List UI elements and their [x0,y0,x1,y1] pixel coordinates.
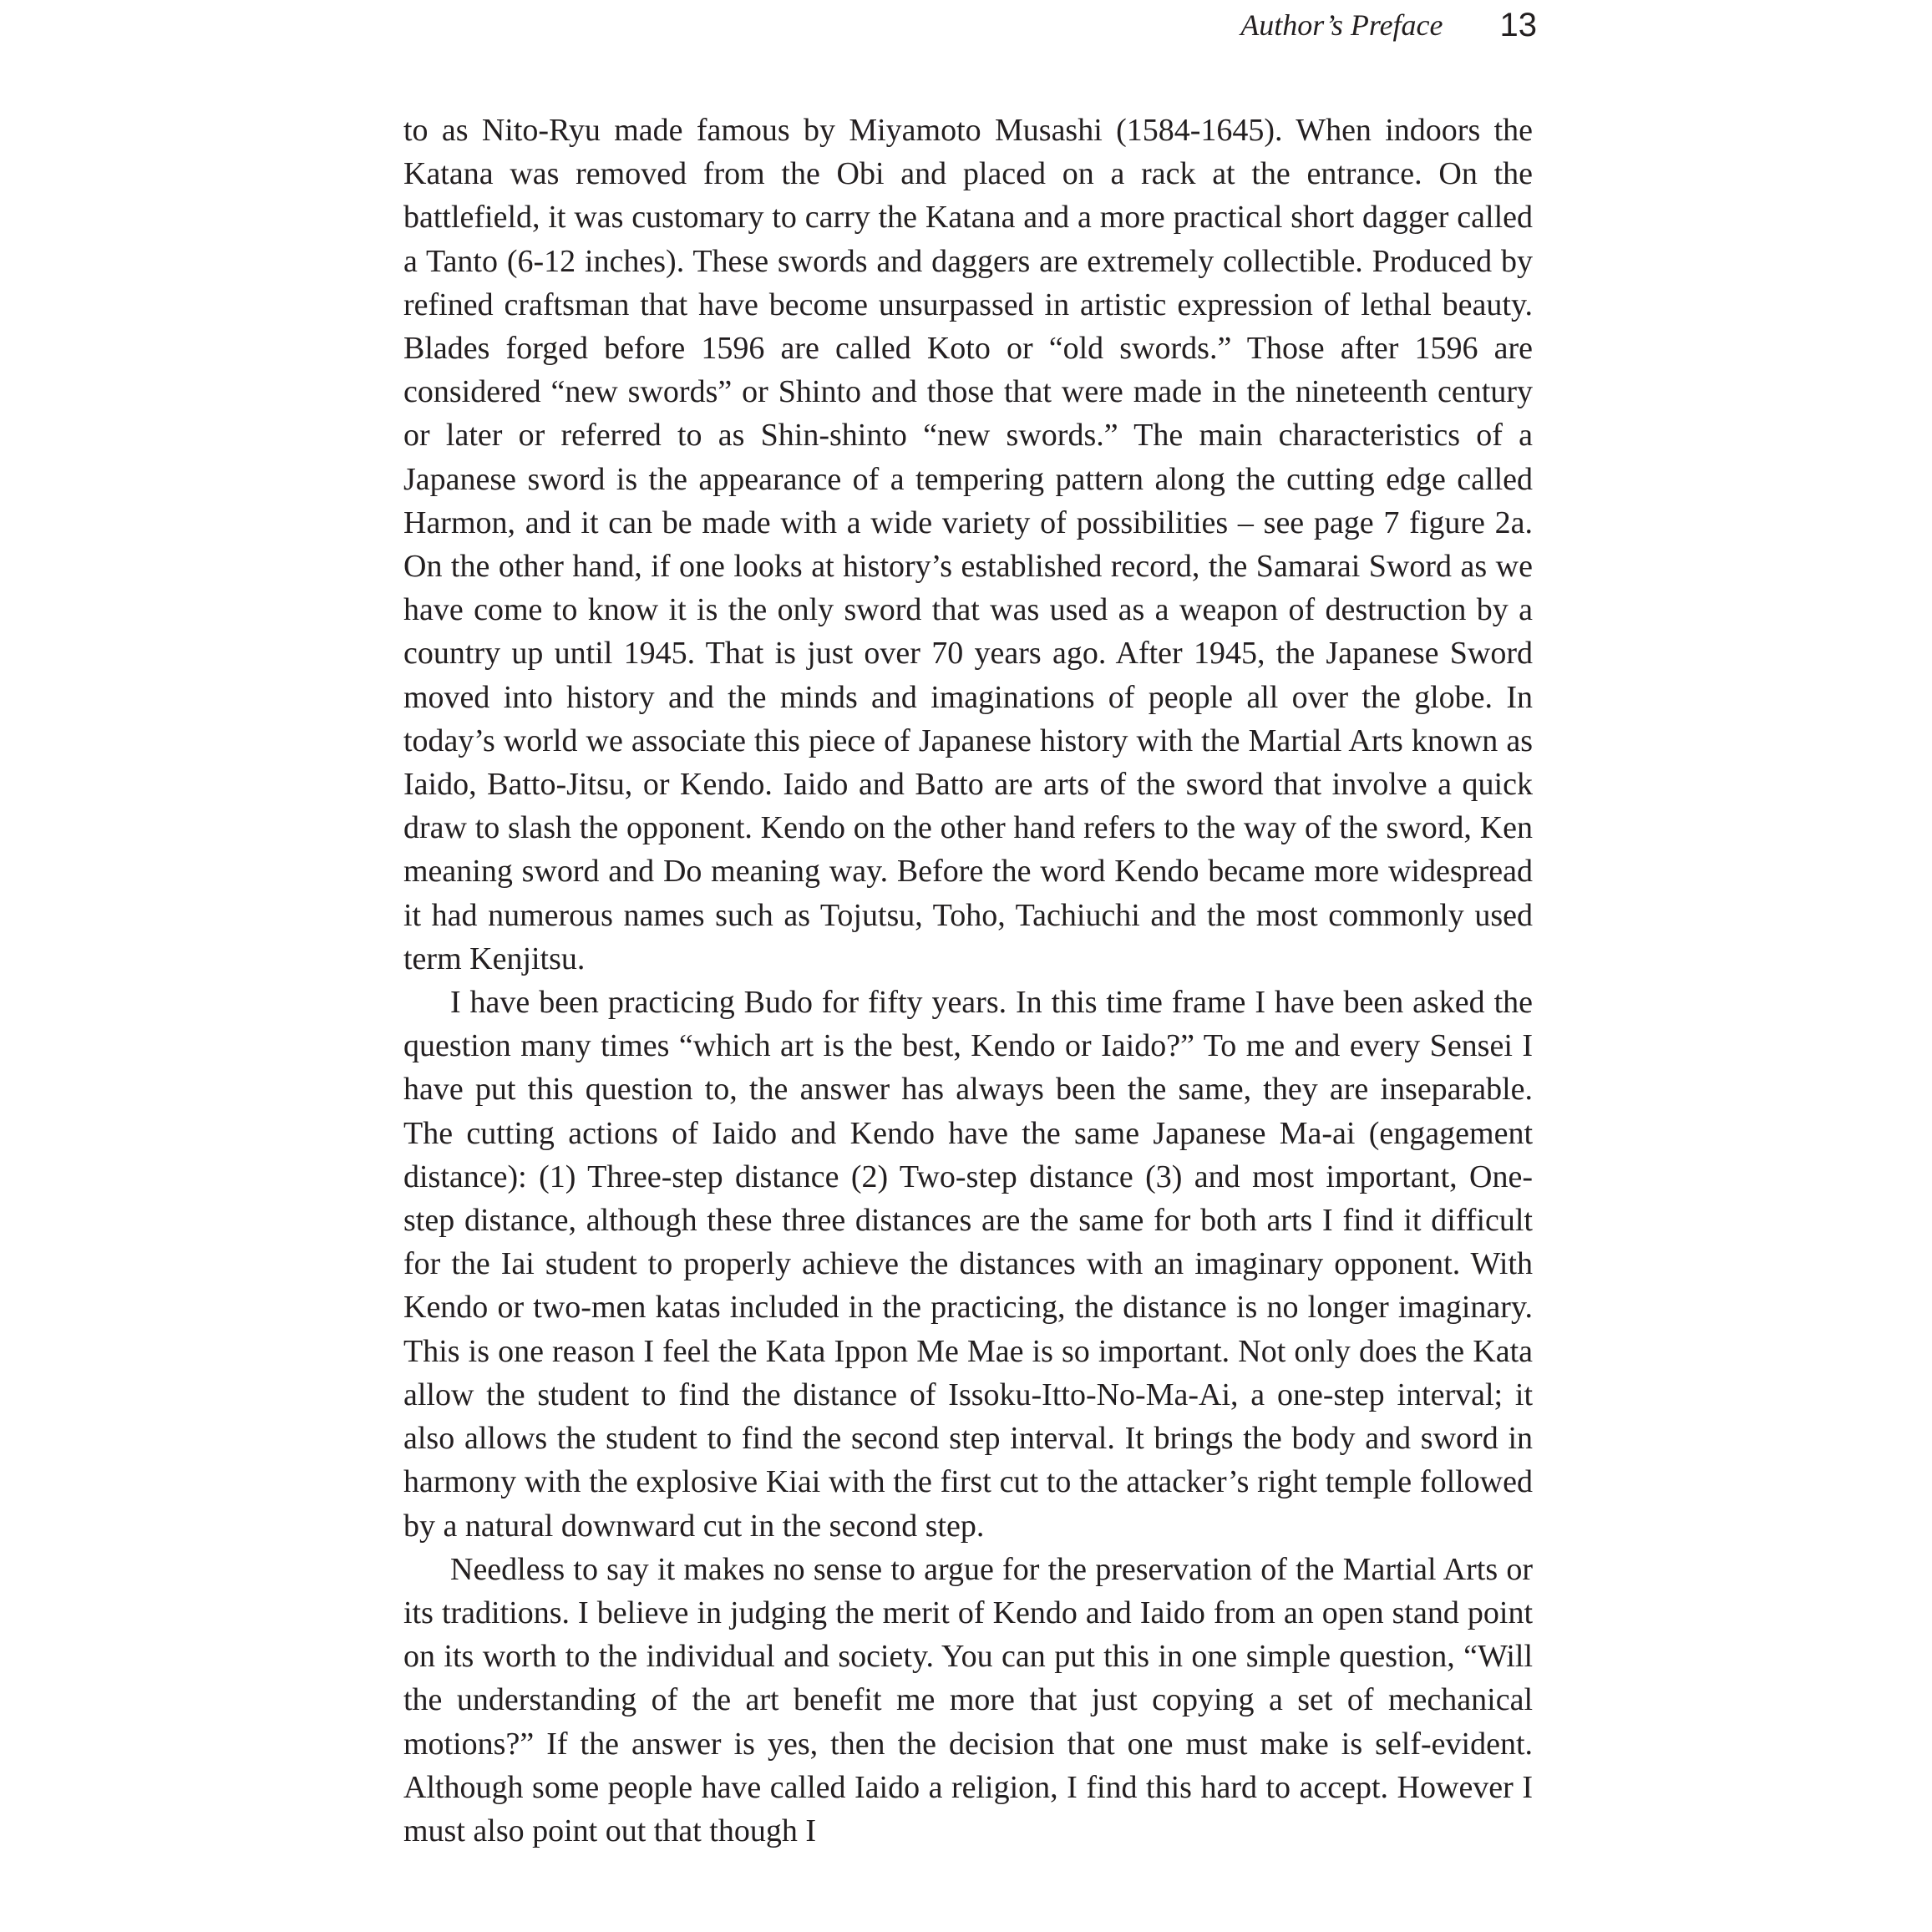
running-title: Author’s Preface [1240,8,1443,42]
running-head [1186,0,1537,50]
paragraph-continued: to as Nito-Ryu made famous by Miyamoto Musashi (1584-1645). When indoors the Katana was removed from the Obi and placed on a rack at the entrance. On the battlefield, it was customary to carry the Katana and a more practical short dagger called a Tanto (6-12 inches). These swords and daggers are extremely collectible. Produced by refined craftsman that have become unsurpassed in artistic expression of lethal beauty. Blades forged before 1596 are called Koto or “old swords.” Those after 1596 are considered “new swords” or Shinto and those that were made in the nineteenth century or later or referred to as Shin-shinto “new swords.” The main characteristics of a Japanese sword is the appearance of a tempering pattern along the cutting edge called Harmon, and it can be made with a wide variety of possibilities – see page 7 figure 2a. On the other hand, if one looks at history’s established record, the Samarai Sword as we have come to know it is the only sword that was used as a weapon of destruction by a country up until 1945. That is just over 70 years ago. After 1945, the Japanese Sword moved into history and the minds and imaginations of people all over the globe. In today’s world we associate this piece of Japanese history with the Martial Arts known as Iaido, Batto-Jitsu, or Kendo. Iaido and Batto are arts of the sword that involve a quick draw to slash the opponent. Kendo on the other hand refers to the way of the sword, Ken meaning sword and Do meaning way. Before the word Kendo became more widespread it had numerous names such as Tojutsu, Toho, Tachiuchi and the most commonly used term Kenjitsu. [403,113,1533,976]
page-number: 13 [1499,6,1537,43]
paragraph-preservation: Needless to say it makes no sense to argue for the preservation of the Martial Arts or its traditions. I believe in judging the merit of Kendo and Iaido from an open stand point on its worth to the individual and society. You can put this in one simple question, “Will the understanding of the art benefit me more that just copying a set of mechanical motions?” If the answer is yes, then the decision that one must make is self-evident. Although some people have called Iaido a religion, I find this hard to accept. However I must also point out that though I [403,1551,1533,1848]
paragraph-budo-practice: I have been practicing Budo for fifty years. In this time frame I have been asked the question many times “which art is the best, Kendo or Iaido?” To me and every Sensei I have put this question to, the answer has always been the same, they are inseparable. The cutting actions of Iaido and Kendo have the same Japanese Ma-ai (engagement distance): (1) Three-step distance (2) Two-step distance (3) and most important, One-step distance, although these three distances are the same for both arts I find it difficult for the Iai student to properly achieve the distances with an imaginary opponent. With Kendo or two-men katas included in the practicing, the distance is no longer imaginary. This is one reason I feel the Kata Ippon Me Mae is so important. Not only does the Kata allow the student to find the distance of Issoku-Itto-No-Ma-Ai, a one-step interval; it also allows the student to find the second step interval. It brings the body and sword in harmony with the explosive Kiai with the first cut to the attacker’s right temple followed by a natural downward cut in the second step. [403,985,1533,1544]
body-text [403,109,1533,1932]
